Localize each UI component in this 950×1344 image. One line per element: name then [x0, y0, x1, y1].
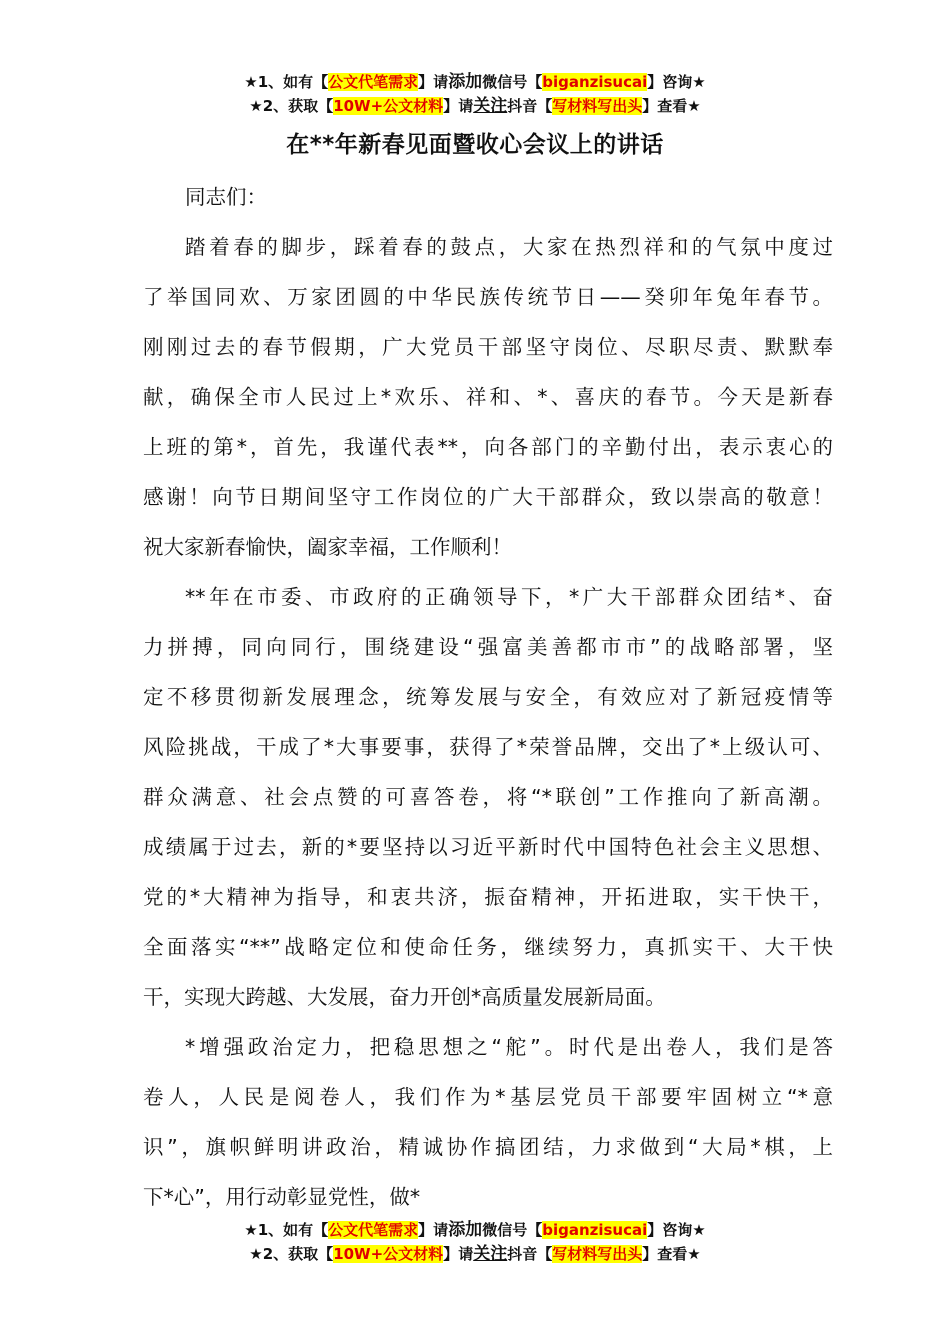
promo-text: 抖音【	[507, 1245, 553, 1263]
promo-text: ★1、如有【	[244, 1221, 329, 1239]
promo-line-2	[0, 94, 950, 118]
paragraph-line: 刚刚过去的春节假期，广大党员干部坚守岗位、尽职尽责、默默奉	[143, 335, 833, 359]
promo-banner-bottom	[0, 1218, 950, 1266]
paragraph-line: 上班的第*，首先，我谨代表**，向各部门的辛勤付出，表示衷心的	[143, 435, 833, 459]
paragraph	[143, 222, 833, 572]
promo-emphasis: 添加	[448, 72, 483, 92]
paragraph-line: 干，实现大跨越、大发展，奋力开创*高质量发展新局面。	[143, 985, 666, 1009]
paragraph	[143, 1022, 833, 1222]
promo-text: 】咨询★	[647, 73, 706, 91]
promo-highlight: 10W+公文材料	[333, 97, 444, 115]
paragraph-line: *增强政治定力，把稳思想之“舵”。时代是出卷人，我们是答	[185, 1035, 833, 1059]
promo-text: 微信号【	[482, 73, 543, 91]
paragraph	[143, 572, 833, 1022]
promo-text: 】查看★	[642, 97, 701, 115]
promo-highlight: 10W+公文材料	[333, 1245, 444, 1263]
promo-text: 微信号【	[482, 1221, 543, 1239]
paragraph-line: 风险挑战，干成了*大事要事，获得了*荣誉品牌，交出了*上级认可、	[143, 735, 833, 759]
promo-highlight-douyin: 写材料写出头	[552, 1245, 643, 1263]
paragraph-line: 献，确保全市人民过上*欢乐、祥和、*、喜庆的春节。今天是新春	[143, 385, 833, 409]
promo-highlight-wechat-id: biganzisucai	[542, 1221, 648, 1239]
promo-text: ★2、获取【	[249, 1245, 334, 1263]
paragraph-line: 识”，旗帜鲜明讲政治，精诚协作搞团结，力求做到“大局*棋，上	[143, 1135, 833, 1159]
paragraph-line: 定不移贯彻新发展理念，统筹发展与安全，有效应对了新冠疫情等	[143, 685, 833, 709]
paragraph-line: 感谢！向节日期间坚守工作岗位的广大干部群众，致以崇高的敬意！	[143, 485, 833, 509]
paragraph-line: 卷人，人民是阅卷人，我们作为*基层党员干部要牢固树立“*意	[143, 1085, 833, 1109]
promo-text: 】查看★	[642, 1245, 701, 1263]
paragraph-line: 祝大家新春愉快，阖家幸福，工作顺利！	[143, 535, 512, 559]
promo-text: 】咨询★	[647, 1221, 706, 1239]
paragraph-line: 群众满意、社会点赞的可喜答卷，将“*联创”工作推向了新高潮。	[143, 785, 833, 809]
paragraph-line: 全面落实“**”战略定位和使命任务，继续努力，真抓实干、大干快	[143, 935, 833, 959]
paragraph-line: 踏着春的脚步，踩着春的鼓点，大家在热烈祥和的气氛中度过	[185, 235, 833, 259]
paragraph-line: 党的*大精神为指导，和衷共济，振奋精神，开拓进取，实干快干，	[143, 885, 833, 909]
paragraph-line: 了举国同欢、万家团圆的中华民族传统节日——癸卯年兔年春节。	[143, 285, 833, 309]
promo-text: ★2、获取【	[249, 97, 334, 115]
promo-text: 】请	[418, 73, 449, 91]
promo-highlight-wechat-id: biganzisucai	[542, 73, 648, 91]
promo-text: ★1、如有【	[244, 73, 329, 91]
paragraph-line: **年在市委、市政府的正确领导下，*广大干部群众团结*、奋	[185, 585, 833, 609]
promo-highlight: 公文代笔需求	[328, 73, 419, 91]
document-body	[143, 172, 833, 1222]
paragraph-line: 下*心”，用行动彰显党性，做*	[143, 1185, 421, 1209]
promo-banner-top	[0, 70, 950, 118]
promo-emphasis: 关注	[473, 96, 508, 116]
paragraph-line: 成绩属于过去，新的*要坚持以习近平新时代中国特色社会主义思想、	[143, 835, 833, 859]
promo-text: 抖音【	[507, 97, 553, 115]
paragraph-line: 力拼搏，同向同行，围绕建设“强富美善都市市”的战略部署，坚	[143, 635, 833, 659]
promo-highlight: 公文代笔需求	[328, 1221, 419, 1239]
promo-highlight-douyin: 写材料写出头	[552, 97, 643, 115]
document-title: 在**年新春见面暨收心会议上的讲话	[286, 132, 664, 158]
greeting: 同志们：	[185, 185, 267, 209]
promo-line-1	[0, 70, 950, 94]
promo-text: 】请	[443, 97, 474, 115]
promo-emphasis: 关注	[473, 1244, 508, 1264]
promo-text: 】请	[418, 1221, 449, 1239]
promo-emphasis: 添加	[448, 1220, 483, 1240]
promo-text: 】请	[443, 1245, 474, 1263]
promo-line-2	[0, 1242, 950, 1266]
promo-line-1	[0, 1218, 950, 1242]
